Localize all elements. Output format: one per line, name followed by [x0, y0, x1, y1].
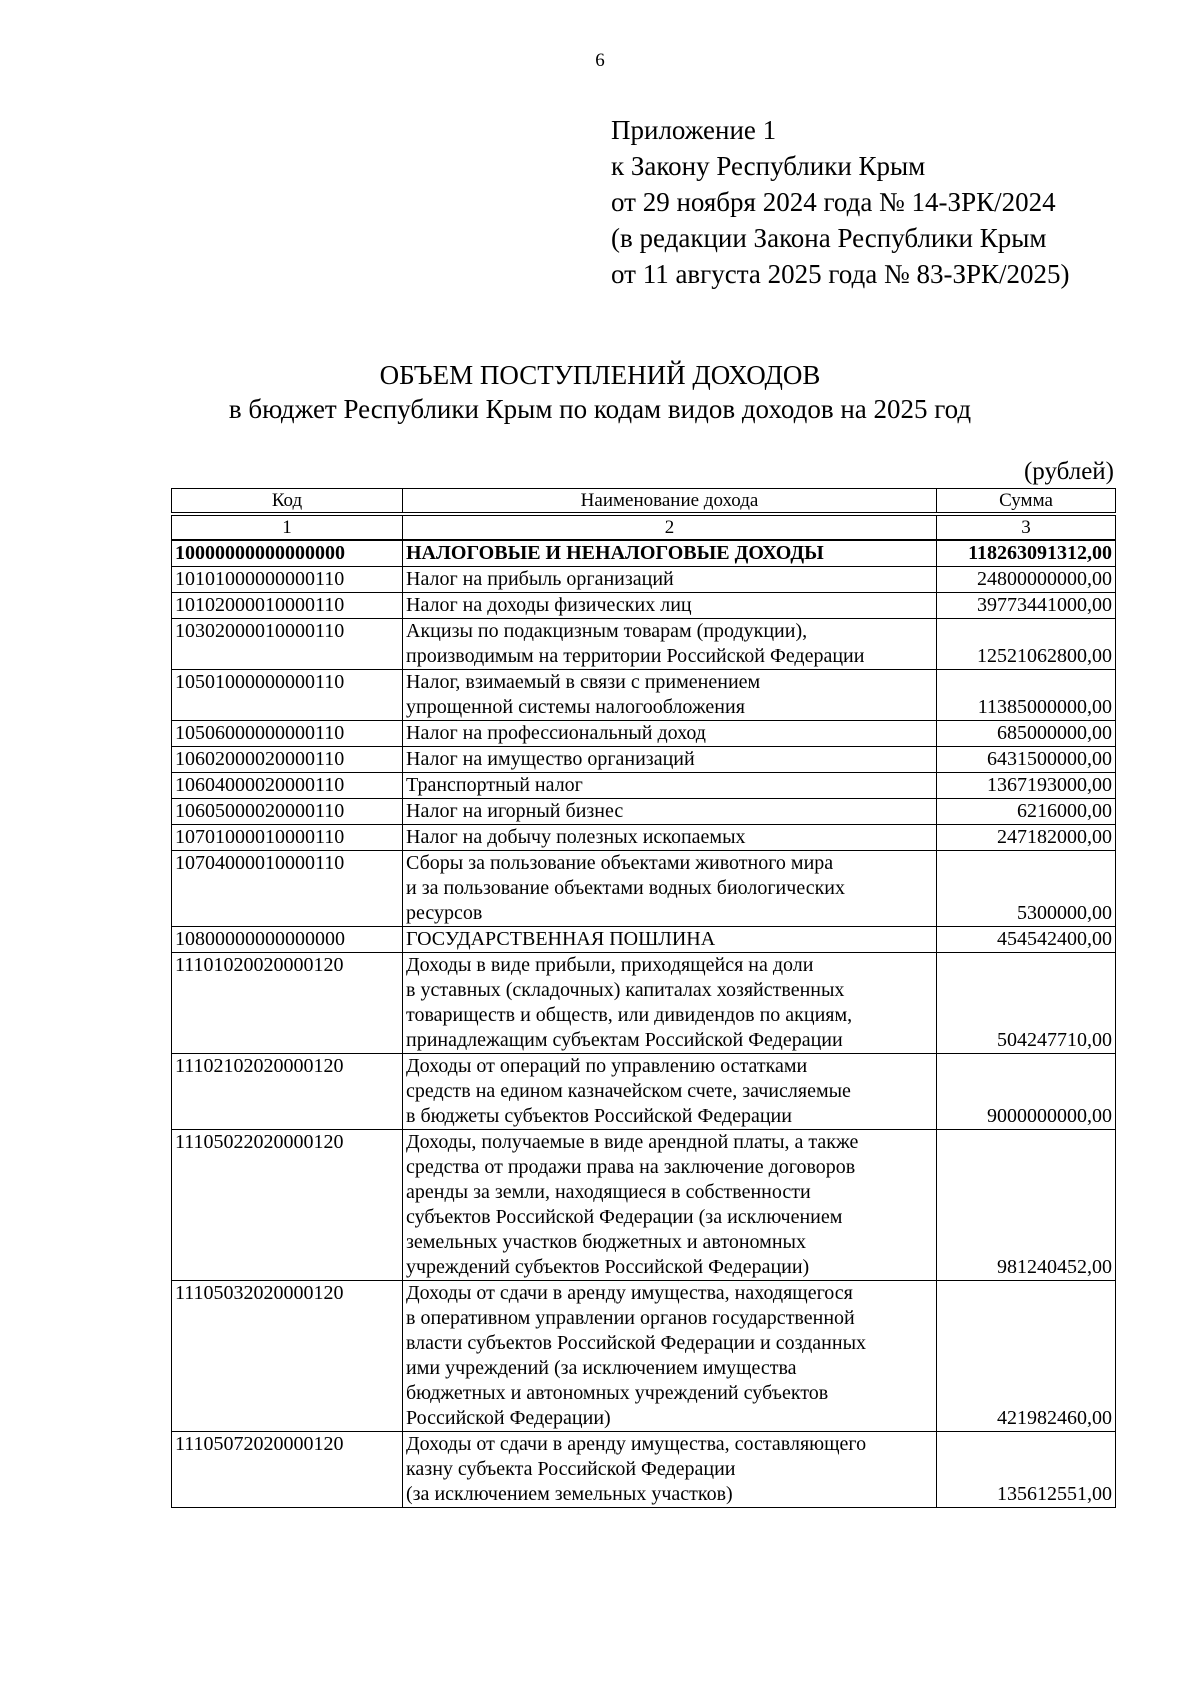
header-name: Наименование дохода — [403, 489, 937, 513]
row-name — [403, 1432, 937, 1508]
appendix-line: к Закону Республики Крым — [611, 151, 926, 181]
row-code: 10605000020000110 — [172, 799, 403, 825]
row-code: 11105032020000120 — [172, 1281, 403, 1432]
row-amount: 6431500000,00 — [937, 747, 1116, 773]
row-name — [403, 670, 937, 721]
table-row — [172, 567, 1116, 593]
table-row — [172, 953, 1116, 1054]
row-name-line: упрощенной системы налогообложения — [406, 696, 745, 718]
column-number: 3 — [937, 516, 1116, 541]
row-code: 10704000010000110 — [172, 851, 403, 927]
table-row — [172, 851, 1116, 927]
table-row — [172, 1432, 1116, 1508]
row-code: 10604000020000110 — [172, 773, 403, 799]
appendix-block — [611, 112, 1070, 292]
row-name-line: учреждений субъектов Российской Федерации) — [406, 1256, 810, 1278]
row-code: 10602000020000110 — [172, 747, 403, 773]
table-row — [172, 1130, 1116, 1281]
column-number: 1 — [172, 516, 403, 541]
row-name-line: и за пользование объектами водных биологических — [406, 877, 845, 899]
row-name-line: в бюджеты субъектов Российской Федерации — [406, 1105, 792, 1127]
row-amount: 247182000,00 — [937, 825, 1116, 851]
page-number: 6 — [595, 50, 605, 71]
row-amount: 5300000,00 — [937, 851, 1116, 927]
row-name-line: Акцизы по подакцизным товарам (продукции), — [406, 620, 808, 642]
row-name — [403, 953, 937, 1054]
row-code: 10000000000000000 — [172, 540, 403, 567]
table-header-row — [172, 489, 1116, 513]
row-code: 10101000000000110 — [172, 567, 403, 593]
row-code: 10302000010000110 — [172, 619, 403, 670]
row-name-line: власти субъектов Российской Федерации и созданных — [406, 1332, 867, 1354]
row-code: 11105022020000120 — [172, 1130, 403, 1281]
appendix-line: (в редакции Закона Республики Крым — [611, 223, 1047, 253]
row-name-line: Налог, взимаемый в связи с применением — [406, 671, 761, 693]
row-name-line: Налог на добычу полезных ископаемых — [406, 826, 746, 848]
table-row — [172, 593, 1116, 619]
row-code: 10102000010000110 — [172, 593, 403, 619]
table-row — [172, 747, 1116, 773]
row-name-line: земельных участков бюджетных и автономных — [406, 1231, 806, 1253]
row-name-line: в оперативном управлении органов государственной — [406, 1307, 855, 1329]
header-amount: Сумма — [937, 489, 1116, 513]
row-name-line: Доходы, получаемые в виде арендной платы, а также — [406, 1131, 859, 1153]
row-name-line: Налог на имущество организаций — [406, 748, 695, 770]
table-row — [172, 927, 1116, 953]
row-amount: 685000000,00 — [937, 721, 1116, 747]
row-name-line: Доходы от сдачи в аренду имущества, находящегося — [406, 1282, 853, 1304]
row-amount: 6216000,00 — [937, 799, 1116, 825]
row-code: 11102102020000120 — [172, 1054, 403, 1130]
row-name — [403, 799, 937, 825]
column-numbers-row — [172, 516, 1116, 541]
title-line-2: в бюджет Республики Крым по кодам видов доходов на 2025 год — [228, 394, 972, 424]
row-name-line: НАЛОГОВЫЕ И НЕНАЛОГОВЫЕ ДОХОДЫ — [406, 542, 824, 564]
row-name-line: субъектов Российской Федерации (за исключением — [406, 1206, 843, 1228]
appendix-line: Приложение 1 — [611, 115, 777, 145]
row-name — [403, 1054, 937, 1130]
row-name — [403, 1130, 937, 1281]
row-name — [403, 927, 937, 953]
table-row — [172, 540, 1116, 567]
row-name-line: Налог на доходы физических лиц — [406, 594, 692, 616]
appendix-line: от 11 августа 2025 года № 83-ЗРК/2025) — [611, 259, 1070, 289]
row-amount: 11385000000,00 — [937, 670, 1116, 721]
row-name — [403, 773, 937, 799]
row-name-line: казну субъекта Российской Федерации — [406, 1458, 736, 1480]
row-name — [403, 721, 937, 747]
row-name-line: Сборы за пользование объектами животного мира — [406, 852, 834, 874]
row-name-line: Налог на профессиональный доход — [406, 722, 706, 744]
header-code: Код — [172, 489, 403, 513]
row-name — [403, 747, 937, 773]
row-name-line: бюджетных и автономных учреждений субъектов — [406, 1382, 829, 1404]
row-name-line: производимым на территории Российской Федерации — [406, 645, 865, 667]
row-name — [403, 1281, 937, 1432]
row-amount: 504247710,00 — [937, 953, 1116, 1054]
row-name-line: ГОСУДАРСТВЕННАЯ ПОШЛИНА — [406, 928, 716, 950]
row-name-line: товариществ и обществ, или дивидендов по акциям, — [406, 1004, 853, 1026]
column-number: 2 — [403, 516, 937, 541]
row-name-line: ими учреждений (за исключением имущества — [406, 1357, 797, 1379]
row-name-line: Транспортный налог — [406, 774, 583, 796]
table-row — [172, 1054, 1116, 1130]
row-name-line: Российской Федерации) — [406, 1407, 611, 1429]
row-amount: 981240452,00 — [937, 1130, 1116, 1281]
row-name — [403, 619, 937, 670]
table-row — [172, 721, 1116, 747]
row-name-line: ресурсов — [406, 902, 483, 924]
title-line-1: ОБЪЕМ ПОСТУПЛЕНИЙ ДОХОДОВ — [379, 360, 821, 390]
table-row — [172, 825, 1116, 851]
row-name — [403, 825, 937, 851]
row-name — [403, 851, 937, 927]
row-amount: 454542400,00 — [937, 927, 1116, 953]
table-row — [172, 619, 1116, 670]
row-amount: 9000000000,00 — [937, 1054, 1116, 1130]
row-amount: 1367193000,00 — [937, 773, 1116, 799]
row-code: 10501000000000110 — [172, 670, 403, 721]
row-name-line: Налог на прибыль организаций — [406, 568, 674, 590]
row-name-line: в уставных (складочных) капиталах хозяйственных — [406, 979, 845, 1001]
row-amount: 421982460,00 — [937, 1281, 1116, 1432]
appendix-line: от 29 ноября 2024 года № 14-ЗРК/2024 — [611, 187, 1056, 217]
row-name-line: Доходы от операций по управлению остатками — [406, 1055, 808, 1077]
revenue-table — [171, 488, 1116, 1508]
row-name — [403, 593, 937, 619]
units-label: (рублей) — [1023, 458, 1114, 485]
table-row — [172, 773, 1116, 799]
row-amount: 12521062800,00 — [937, 619, 1116, 670]
table-row — [172, 799, 1116, 825]
row-name-line: средства от продажи права на заключение договоров — [406, 1156, 856, 1178]
row-name-line: Доходы от сдачи в аренду имущества, составляющего — [406, 1433, 867, 1455]
row-code: 11101020020000120 — [172, 953, 403, 1054]
table-row — [172, 670, 1116, 721]
row-name-line: аренды за земли, находящиеся в собственности — [406, 1181, 811, 1203]
row-code: 10800000000000000 — [172, 927, 403, 953]
row-code: 10506000000000110 — [172, 721, 403, 747]
row-name — [403, 540, 937, 567]
row-name-line: принадлежащим субъектам Российской Федерации — [406, 1029, 843, 1051]
document-title — [0, 358, 1200, 426]
row-name-line: Доходы в виде прибыли, приходящейся на доли — [406, 954, 814, 976]
row-amount: 135612551,00 — [937, 1432, 1116, 1508]
row-amount: 24800000000,00 — [937, 567, 1116, 593]
table-row — [172, 1281, 1116, 1432]
row-code: 11105072020000120 — [172, 1432, 403, 1508]
row-amount: 39773441000,00 — [937, 593, 1116, 619]
row-name — [403, 567, 937, 593]
row-name-line: (за исключением земельных участков) — [406, 1483, 733, 1505]
row-name-line: Налог на игорный бизнес — [406, 800, 624, 822]
row-name-line: средств на едином казначейском счете, зачисляемые — [406, 1080, 851, 1102]
row-code: 10701000010000110 — [172, 825, 403, 851]
row-amount: 118263091312,00 — [937, 540, 1116, 567]
